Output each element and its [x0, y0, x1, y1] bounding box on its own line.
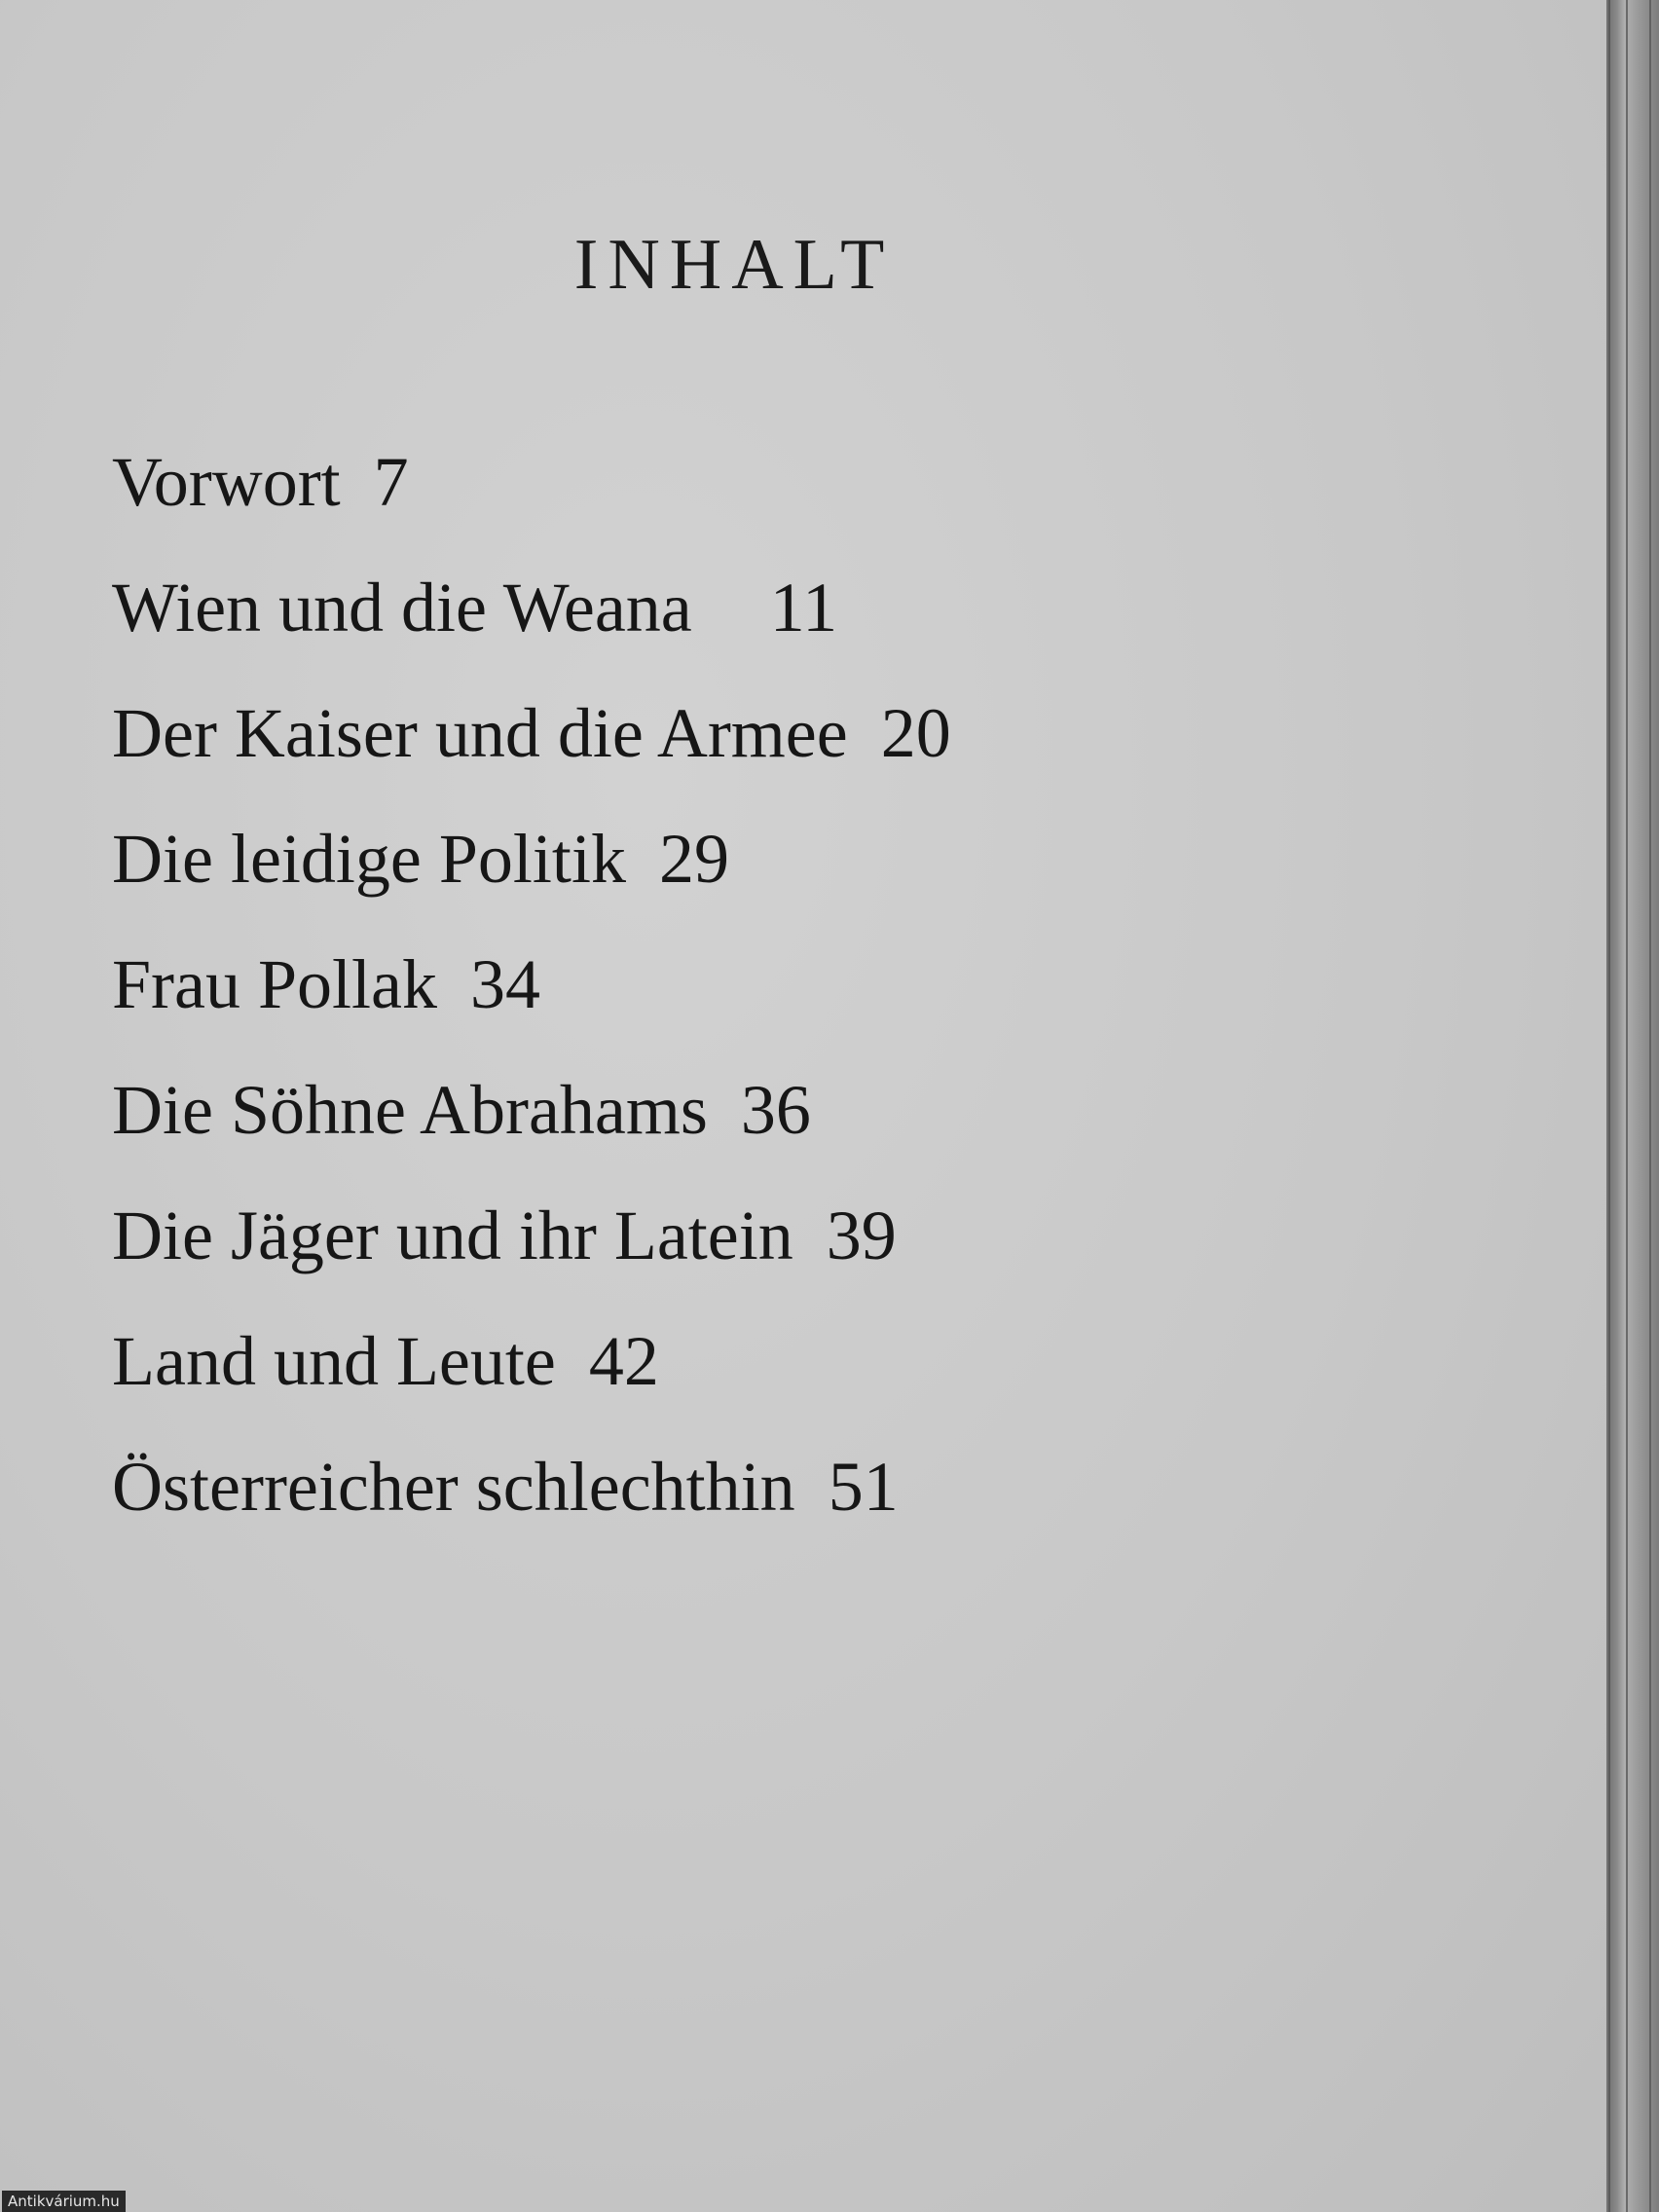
toc-entry: [112, 684, 951, 810]
toc-entry: [112, 1438, 951, 1564]
page-title: INHALT: [573, 225, 895, 305]
watermark-label: Antikvárium.hu: [2, 2191, 126, 2212]
toc-entry-title: Die Jäger und ihr Latein: [112, 1197, 793, 1274]
toc-entry: [112, 1312, 951, 1438]
toc-entry: [112, 1187, 951, 1312]
toc-entry-page: 11: [769, 569, 838, 646]
toc-entry: [112, 559, 951, 684]
toc-entry-page: 7: [373, 443, 409, 521]
toc-entry-page: 39: [826, 1197, 897, 1274]
toc-entry-page: 29: [658, 820, 729, 898]
toc-entry-title: Vorwort: [112, 443, 341, 521]
toc-entry-title: Frau Pollak: [112, 945, 437, 1023]
page-edge-line: [1626, 0, 1628, 2212]
toc-entry-title: Die Söhne Abrahams: [112, 1071, 708, 1149]
toc-entry: [112, 810, 951, 936]
toc-entry: [112, 936, 951, 1061]
toc-entry-title: Der Kaiser und die Armee: [112, 694, 848, 772]
toc-entry-page: 36: [740, 1071, 811, 1149]
page-edge-shadow: [1606, 0, 1659, 2212]
toc-entry: [112, 1061, 951, 1187]
toc-entry-title: Die leidige Politik: [112, 820, 626, 898]
toc-entry-page: 51: [828, 1448, 899, 1526]
table-of-contents: [112, 433, 951, 1564]
toc-entry-title: Österreicher schlechthin: [112, 1448, 795, 1526]
toc-entry-page: 20: [880, 694, 951, 772]
toc-entry-title: Wien und die Weana: [112, 569, 692, 646]
toc-entry: [112, 433, 951, 559]
page-edge-line: [1649, 0, 1651, 2212]
toc-entry-page: 34: [469, 945, 540, 1023]
toc-entry-title: Land und Leute: [112, 1322, 556, 1400]
page-edge-line: [1608, 0, 1610, 2212]
toc-entry-page: 42: [588, 1322, 659, 1400]
